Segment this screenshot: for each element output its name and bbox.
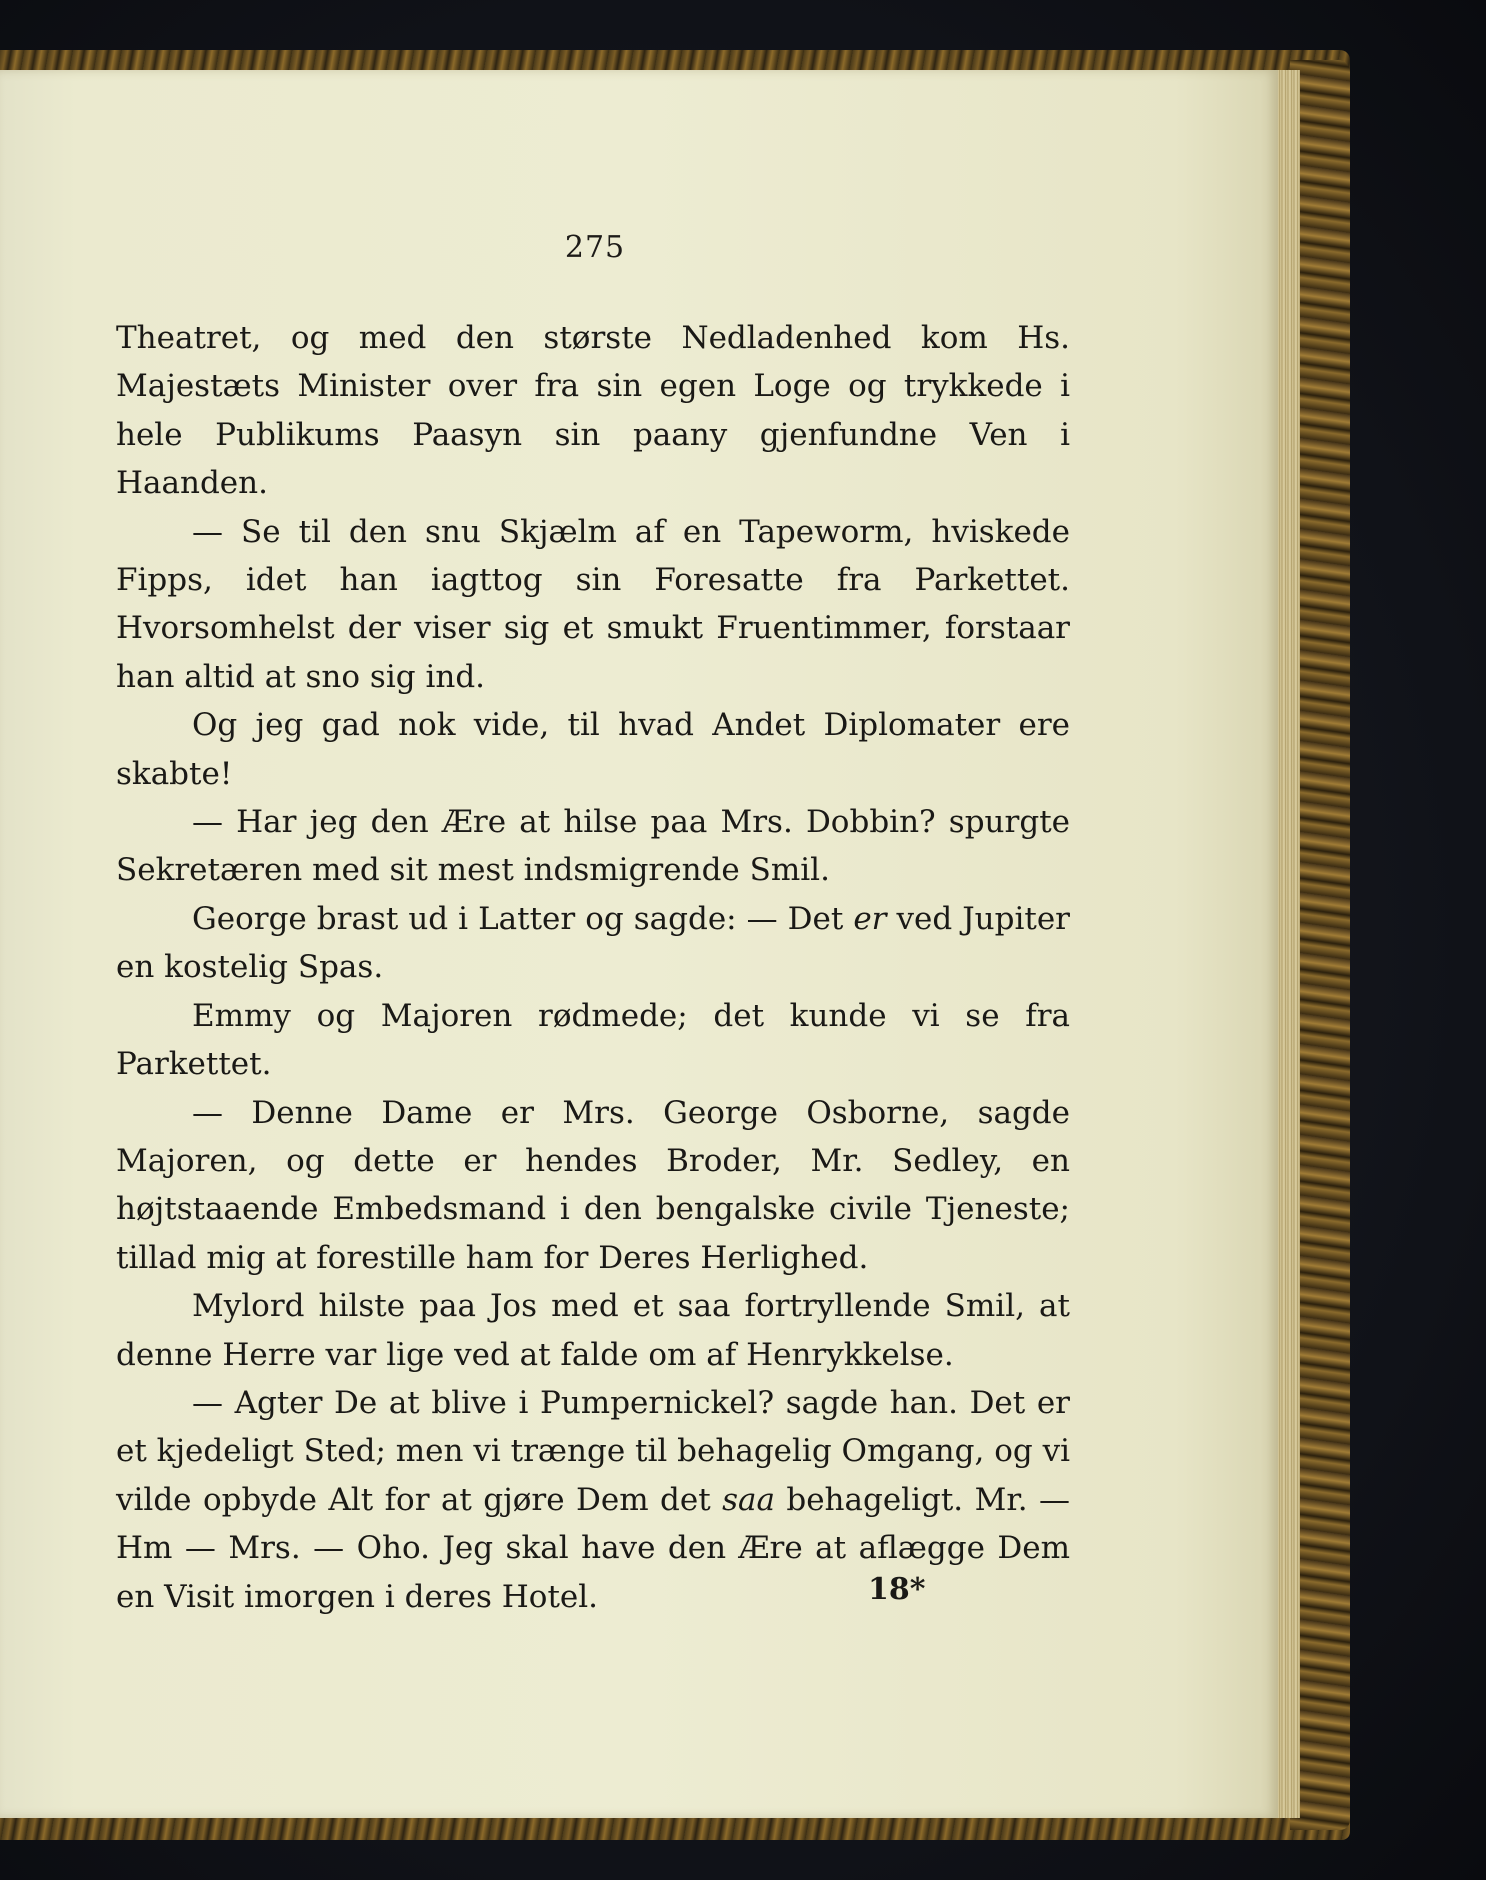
paragraph: [116, 701, 1070, 798]
paragraph: [116, 992, 1070, 1089]
signature-mark: 18*: [868, 1572, 926, 1607]
page-number: 275: [564, 230, 626, 265]
paragraph: [116, 508, 1070, 702]
text-segment: — Har jeg den Ære at hilse paa Mrs. Dobbin? spurgte Sekretæren med sit mest indsmigrende Smil.: [116, 804, 1070, 889]
text-segment: George brast ud i Latter og sagde: — Det: [192, 900, 854, 937]
text-segment: — Se til den snu Skjælm af en Tapeworm, hviskede Fipps, idet han iagttog sin Foresatte fra Parkettet. Hvorsomhelst der viser sig et smukt Fruentimmer, forstaar han altid at sno sig ind.: [116, 513, 1070, 695]
text-segment: — Denne Dame er Mrs. George Osborne, sagde Majoren, og dette er hendes Broder, Mr. Sedley, en højtstaaende Embedsmand i den bengalske civile Tjeneste; tillad mig at forestille ham for Deres Herlighed.: [116, 1094, 1070, 1276]
body-text: [116, 314, 1070, 1621]
paragraph: [116, 1379, 1070, 1621]
paragraph: [116, 1089, 1070, 1283]
italic-text: er: [853, 900, 887, 937]
text-segment: ved Jupiter en kostelig Spas.: [116, 900, 1071, 986]
paragraph: [116, 1282, 1070, 1379]
paragraph: [116, 895, 1070, 992]
paragraph: [116, 798, 1070, 895]
paragraph: [116, 314, 1070, 508]
text-segment: Theatret, og med den største Nedladenhed kom Hs. Majestæts Minister over fra sin egen Loge og trykkede i hele Publikums Paasyn sin paany gjenfundne Ven i Haanden.: [116, 320, 1070, 502]
italic-text: saa: [722, 1481, 775, 1518]
text-segment: — Agter De at blive i Pumpernickel? sagde han. Det er et kjedeligt Sted; men vi trænge til behagelig Omgang, og vi vilde opbyde Alt for at gjøre Dem det: [116, 1384, 1070, 1518]
text-segment: Mylord hilste paa Jos med et saa fortryllende Smil, at denne Herre var lige ved at falde om af Henrykkelse.: [116, 1288, 1070, 1373]
text-segment: behageligt. Mr. — Hm — Mrs. — Oho. Jeg skal have den Ære at aflægge Dem en Visit imorgen i deres Hotel.: [116, 1481, 1070, 1615]
text-segment: Og jeg gad nok vide, til hvad Andet Diplomater ere skabte!: [116, 707, 1070, 792]
text-segment: Emmy og Majoren rødmede; det kunde vi se fra Parkettet.: [116, 997, 1070, 1083]
